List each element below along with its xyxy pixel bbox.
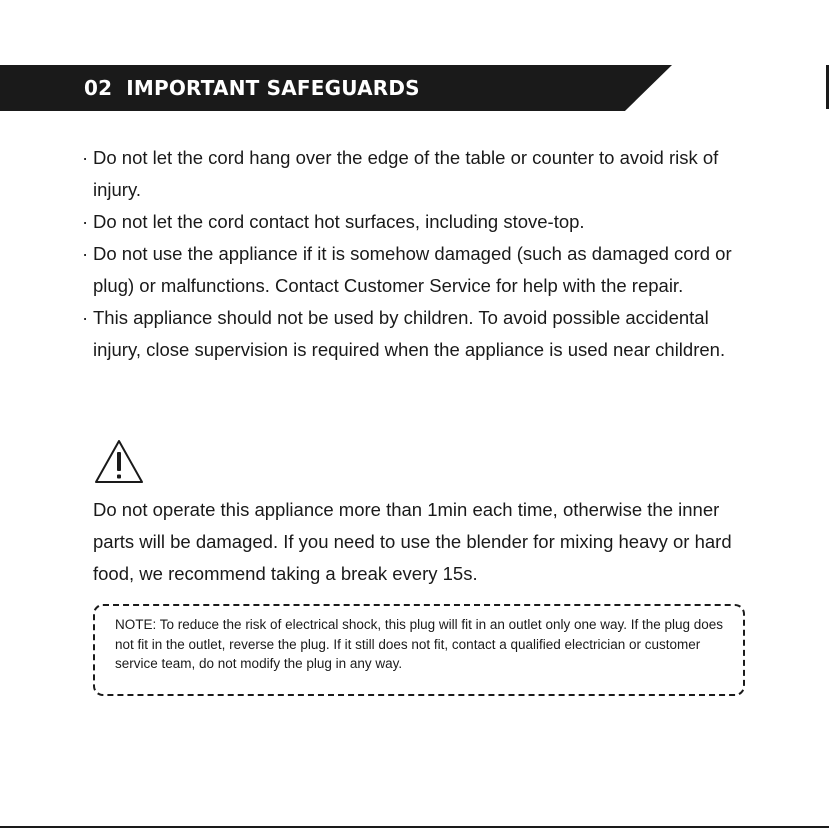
list-item-text: Do not use the appliance if it is somehow damaged (such as damaged cord or plug) or malfunctions. Contact Customer Service for help with the repair. bbox=[93, 243, 732, 296]
warning-text: Do not operate this appliance more than 1min each time, otherwise the inner parts will be damaged. If you need to use the blender for mixing heavy or hard food, we recommend taking a break every 15s. bbox=[93, 499, 732, 584]
bullet-marker: · bbox=[82, 243, 89, 264]
warning-triangle-icon bbox=[93, 437, 145, 485]
safeguard-list bbox=[82, 142, 742, 366]
bullet-marker: · bbox=[82, 307, 89, 328]
list-item bbox=[82, 302, 742, 366]
list-item-text: Do not let the cord contact hot surfaces, including stove-top. bbox=[93, 211, 585, 232]
list-item bbox=[82, 142, 742, 206]
section-title-text: IMPORTANT SAFEGUARDS bbox=[126, 76, 420, 100]
section-number: 02 bbox=[84, 76, 113, 100]
list-item bbox=[82, 206, 742, 238]
bullet-marker: · bbox=[82, 211, 89, 232]
list-item bbox=[82, 238, 742, 302]
section-title bbox=[84, 76, 420, 100]
note-box bbox=[93, 604, 745, 696]
bullet-marker: · bbox=[82, 147, 89, 168]
list-item-text: This appliance should not be used by children. To avoid possible accidental injury, close supervision is required when the appliance is used near children. bbox=[93, 307, 726, 360]
bottom-rule bbox=[0, 826, 829, 828]
note-text: NOTE: To reduce the risk of electrical shock, this plug will fit in an outlet only one way. If the plug does not fit in the outlet, reverse the plug. If it still does not fit, contact a qualified electrician or customer service team, do not modify the plug in any way. bbox=[115, 617, 724, 671]
list-item-text: Do not let the cord hang over the edge of the table or counter to avoid risk of injury. bbox=[93, 147, 719, 200]
